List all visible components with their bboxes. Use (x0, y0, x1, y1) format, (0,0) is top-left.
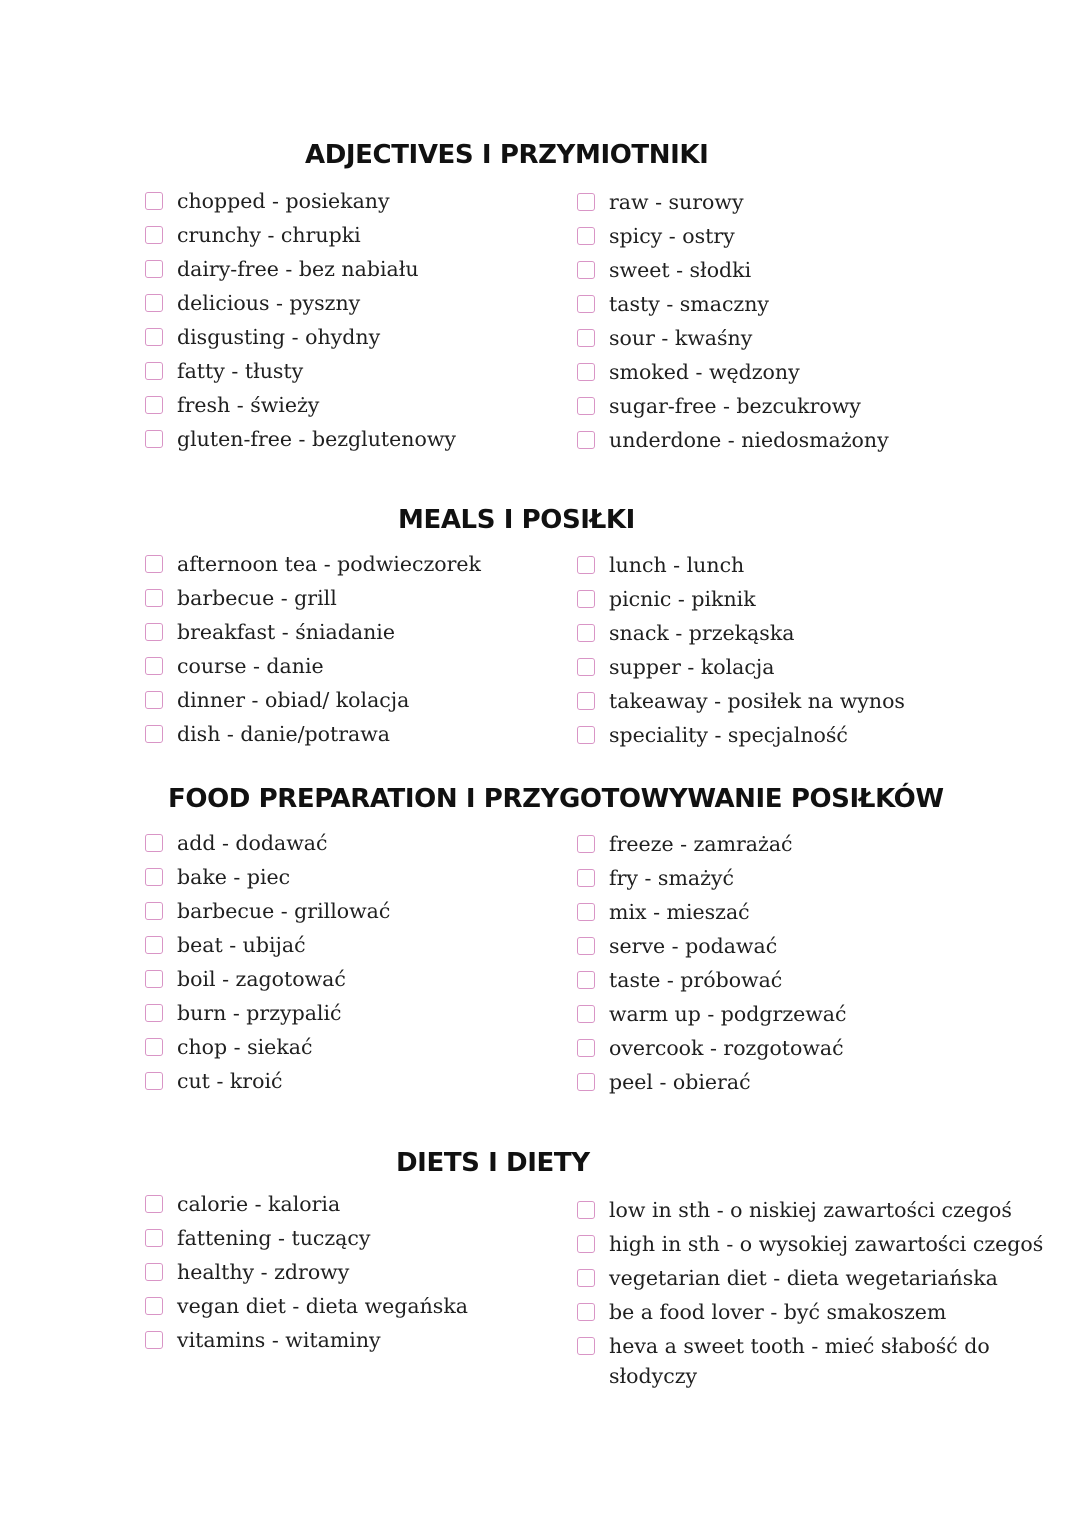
checklist-item (577, 255, 889, 289)
checklist-item (145, 685, 481, 719)
checkbox[interactable] (577, 1201, 595, 1219)
checklist-item (577, 829, 847, 863)
section-title-food-preparation: FOOD PREPARATION I PRZYGOTOWYWANIE POSIŁKÓW (168, 784, 944, 814)
checkbox[interactable] (145, 260, 163, 278)
vocab-label: overcook - rozgotować (609, 1036, 844, 1060)
checkbox[interactable] (145, 555, 163, 573)
vocab-label: warm up - podgrzewać (609, 1002, 847, 1026)
checkbox[interactable] (145, 1263, 163, 1281)
checkbox[interactable] (577, 1073, 595, 1091)
checklist-item (145, 1223, 468, 1257)
vocab-label: dairy-free - bez nabiału (177, 257, 419, 281)
checkbox[interactable] (145, 834, 163, 852)
vocab-label: low in sth - o niskiej zawartości czegoś (609, 1198, 1012, 1222)
checklist-item (577, 323, 889, 357)
vocab-label: dish - danie/potrawa (177, 722, 390, 746)
vocab-label: underdone - niedosmażony (609, 428, 889, 452)
checklist-item (577, 897, 847, 931)
adjectives-right-list (577, 187, 889, 459)
preparation-left-list (145, 828, 390, 1100)
vocab-label: bake - piec (177, 865, 291, 889)
checkbox[interactable] (145, 1229, 163, 1247)
checklist-item (577, 187, 889, 221)
checkbox[interactable] (577, 624, 595, 642)
vocab-label: calorie - kaloria (177, 1192, 341, 1216)
checkbox[interactable] (577, 658, 595, 676)
vocab-label: spicy - ostry (609, 224, 735, 248)
checklist-item (145, 220, 456, 254)
checkbox[interactable] (577, 903, 595, 921)
vocab-label: fresh - świeży (177, 393, 320, 417)
checklist-item (577, 391, 889, 425)
checklist-item (577, 1263, 1043, 1297)
checkbox[interactable] (145, 1331, 163, 1349)
vocab-label: chop - siekać (177, 1035, 313, 1059)
checklist-item (145, 583, 481, 617)
checkbox[interactable] (577, 556, 595, 574)
vocab-label: burn - przypalić (177, 1001, 342, 1025)
checkbox[interactable] (145, 868, 163, 886)
vocab-label: vitamins - witaminy (177, 1328, 381, 1352)
checklist-item (145, 930, 390, 964)
checkbox[interactable] (145, 902, 163, 920)
preparation-right-list (577, 829, 847, 1101)
checklist-item (145, 549, 481, 583)
vocab-label: crunchy - chrupki (177, 223, 361, 247)
checkbox[interactable] (145, 1195, 163, 1213)
vocab-label: sour - kwaśny (609, 326, 753, 350)
checklist-item (577, 1229, 1043, 1263)
checklist-item (145, 998, 390, 1032)
checklist-item (145, 424, 456, 458)
vocab-label: picnic - piknik (609, 587, 756, 611)
vocab-label: barbecue - grillować (177, 899, 391, 923)
checkbox[interactable] (577, 193, 595, 211)
checkbox[interactable] (145, 396, 163, 414)
vocab-label: chopped - posiekany (177, 189, 390, 213)
checklist-item (577, 289, 889, 323)
vocab-label: takeaway - posiłek na wynos (609, 689, 905, 713)
checkbox[interactable] (577, 1337, 595, 1355)
vocab-label: boil - zagotować (177, 967, 346, 991)
checkbox[interactable] (145, 226, 163, 244)
checklist-item (577, 863, 847, 897)
vocab-label: smoked - wędzony (609, 360, 800, 384)
vocab-label: fatty - tłusty (177, 359, 304, 383)
vocab-label: peel - obierać (609, 1070, 751, 1094)
checklist-item (577, 221, 889, 255)
checkbox[interactable] (577, 397, 595, 415)
checklist-item (577, 965, 847, 999)
section-title-meals: MEALS I POSIŁKI (398, 505, 635, 535)
vocab-label: dinner - obiad/ kolacja (177, 688, 410, 712)
checkbox[interactable] (577, 1235, 595, 1253)
checkbox[interactable] (577, 363, 595, 381)
vocab-label: high in sth - o wysokiej zawartości czegoś (609, 1232, 1044, 1256)
checkbox[interactable] (577, 295, 595, 313)
checklist-item (577, 1297, 1043, 1331)
checklist-item (577, 425, 889, 459)
checklist-item (577, 720, 905, 754)
checkbox[interactable] (577, 869, 595, 887)
checkbox[interactable] (145, 691, 163, 709)
checklist-item (145, 1066, 390, 1100)
vocab-label: barbecue - grill (177, 586, 337, 610)
vocab-label: cut - kroić (177, 1069, 283, 1093)
checkbox[interactable] (577, 1005, 595, 1023)
vocab-label: serve - podawać (609, 934, 778, 958)
checklist-item (577, 1331, 1029, 1399)
diets-left-list (145, 1189, 468, 1359)
checkbox[interactable] (577, 329, 595, 347)
checkbox[interactable] (145, 725, 163, 743)
checkbox[interactable] (145, 430, 163, 448)
checklist-item (145, 322, 456, 356)
checkbox[interactable] (145, 362, 163, 380)
section-title-adjectives: ADJECTIVES I PRZYMIOTNIKI (305, 140, 709, 170)
vocab-label: fry - smażyć (609, 866, 734, 890)
vocab-label: vegan diet - dieta wegańska (177, 1294, 468, 1318)
vocab-label: sugar-free - bezcukrowy (609, 394, 861, 418)
checklist-item (577, 931, 847, 965)
checklist-item (145, 1189, 468, 1223)
checklist-item (577, 550, 905, 584)
checkbox[interactable] (577, 1269, 595, 1287)
checklist-item (145, 254, 456, 288)
vocab-label: gluten-free - bezglutenowy (177, 427, 456, 451)
checklist-item (145, 1291, 468, 1325)
diets-right-list (577, 1195, 1043, 1399)
vocab-label: sweet - słodki (609, 258, 752, 282)
checkbox[interactable] (577, 1039, 595, 1057)
vocab-label: raw - surowy (609, 190, 744, 214)
checklist-item (145, 186, 456, 220)
vocab-label: course - danie (177, 654, 324, 678)
checkbox[interactable] (577, 590, 595, 608)
checkbox[interactable] (145, 589, 163, 607)
checkbox[interactable] (145, 970, 163, 988)
checkbox[interactable] (145, 936, 163, 954)
checklist-item (145, 1032, 390, 1066)
vocab-label: breakfast - śniadanie (177, 620, 395, 644)
vocab-label: mix - mieszać (609, 900, 750, 924)
checkbox[interactable] (145, 294, 163, 312)
checklist-item (577, 1195, 1043, 1229)
vocab-label: speciality - specjalność (609, 723, 848, 747)
checklist-item (577, 1033, 847, 1067)
checkbox[interactable] (577, 431, 595, 449)
checkbox[interactable] (145, 623, 163, 641)
checkbox[interactable] (145, 1038, 163, 1056)
vocab-label: snack - przekąska (609, 621, 795, 645)
vocab-label: afternoon tea - podwieczorek (177, 552, 481, 576)
meals-left-list (145, 549, 481, 753)
vocab-label: lunch - lunch (609, 553, 745, 577)
vocab-label: delicious - pyszny (177, 291, 361, 315)
checklist-item (145, 1325, 468, 1359)
checklist-item (577, 1067, 847, 1101)
vocab-label: supper - kolacja (609, 655, 775, 679)
checklist-item (145, 390, 456, 424)
vocab-label: freeze - zamrażać (609, 832, 793, 856)
vocab-label: beat - ubijać (177, 933, 306, 957)
checklist-item (145, 896, 390, 930)
checklist-item (577, 357, 889, 391)
checkbox[interactable] (145, 657, 163, 675)
checkbox[interactable] (577, 227, 595, 245)
checkbox[interactable] (577, 1303, 595, 1321)
vocab-label: disgusting - ohydny (177, 325, 381, 349)
vocab-label: taste - próbować (609, 968, 783, 992)
checklist-item (145, 617, 481, 651)
checklist-item (145, 288, 456, 322)
checkbox[interactable] (577, 692, 595, 710)
checkbox[interactable] (577, 937, 595, 955)
checkbox[interactable] (145, 1004, 163, 1022)
checkbox[interactable] (577, 971, 595, 989)
vocab-label: add - dodawać (177, 831, 328, 855)
checkbox[interactable] (145, 1072, 163, 1090)
checklist-item (145, 828, 390, 862)
checklist-item (145, 862, 390, 896)
vocab-label: healthy - zdrowy (177, 1260, 350, 1284)
checklist-item (145, 651, 481, 685)
vocab-label: be a food lover - być smakoszem (609, 1300, 947, 1324)
checklist-item (145, 356, 456, 390)
vocab-label: fattening - tuczący (177, 1226, 371, 1250)
checklist-item (145, 964, 390, 998)
vocab-label: vegetarian diet - dieta wegetariańska (609, 1266, 998, 1290)
vocab-label: tasty - smaczny (609, 292, 770, 316)
checkbox[interactable] (577, 261, 595, 279)
checklist-item (145, 719, 481, 753)
checkbox[interactable] (577, 835, 595, 853)
section-title-diets: DIETS I DIETY (396, 1148, 590, 1178)
checklist-item (145, 1257, 468, 1291)
checkbox[interactable] (145, 192, 163, 210)
adjectives-left-list (145, 186, 456, 458)
checklist-item (577, 618, 905, 652)
meals-right-list (577, 550, 905, 754)
checkbox[interactable] (577, 726, 595, 744)
checklist-item (577, 584, 905, 618)
checkbox[interactable] (145, 328, 163, 346)
checklist-item (577, 652, 905, 686)
checkbox[interactable] (145, 1297, 163, 1315)
checklist-item (577, 999, 847, 1033)
checklist-item (577, 686, 905, 720)
vocab-label: heva a sweet tooth - mieć słabość do słodyczy (609, 1334, 990, 1388)
